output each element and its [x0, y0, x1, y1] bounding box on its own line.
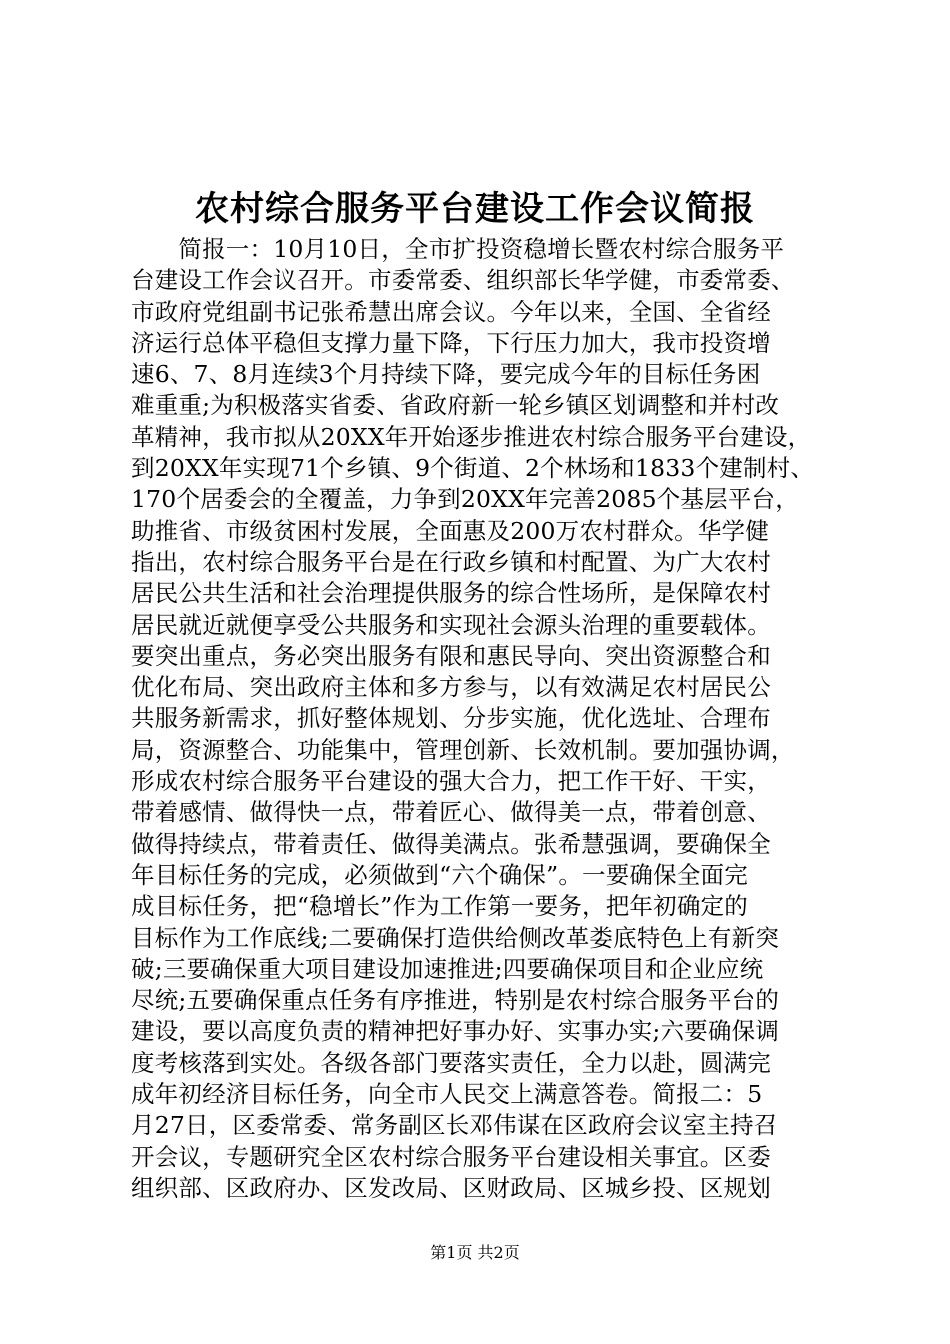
body-line: 到20XX年实现71个乡镇、9个街道、2个林场和1833个建制村、	[131, 454, 815, 483]
body-line: 简报一：10月10日，全市扩投资稳增长暨农村综合服务平	[131, 235, 785, 263]
body-line: 年目标任务的完成，必须做到“六个确保”。一要确保全面完	[131, 860, 748, 889]
body-line: 成目标任务，把“稳增长”作为工作第一要务，把年初确定的	[131, 892, 748, 921]
document-title: 农村综合服务平台建设工作会议简报	[195, 189, 755, 229]
body-line: 建设，要以高度负责的精神把好事办好、实事办实;六要确保调	[131, 1017, 780, 1046]
body-line: 170个居委会的全覆盖，力争到20XX年完善2085个基层平台，	[131, 485, 799, 514]
body-line: 难重重;为积极落实省委、省政府新一轮乡镇区划调整和并村改	[131, 391, 780, 420]
body-line: 速6、7、8月连续3个月持续下降，要完成今年的目标任务困	[131, 360, 761, 389]
body-line: 带着感情、做得快一点，带着匠心、做得美一点，带着创意、	[131, 798, 771, 827]
body-line: 革精神，我市拟从20XX年开始逐步推进农村综合服务平台建设，	[131, 422, 812, 451]
body-line: 优化布局、突出政府主体和多方参与，以有效满足农村居民公	[131, 673, 771, 702]
body-line: 居民公共生活和社会治理提供服务的综合性场所，是保障农村	[131, 579, 771, 608]
body-line: 市政府党组副书记张希慧出席会议。今年以来，全国、全省经	[131, 297, 771, 326]
body-line: 度考核落到实处。各级各部门要落实责任，全力以赴，圆满完	[131, 1048, 771, 1077]
body-line: 目标作为工作底线;二要确保打造供给侧改革娄底特色上有新突	[131, 923, 780, 952]
body-line: 助推省、市级贫困村发展，全面惠及200万农村群众。华学健	[131, 516, 769, 545]
body-line: 指出，农村综合服务平台是在行政乡镇和村配置、为广大农村	[131, 547, 771, 576]
page-number-footer: 第1页 共2页	[430, 1243, 520, 1262]
document-body	[131, 234, 831, 1204]
body-line: 尽统;五要确保重点任务有序推进，特别是农村综合服务平台的	[131, 986, 780, 1015]
body-line: 共服务新需求，抓好整体规划、分步实施，优化选址、合理布	[131, 704, 771, 733]
body-line: 台建设工作会议召开。市委常委、组织部长华学健，市委常委、	[131, 266, 795, 295]
body-line: 济运行总体平稳但支撑力量下降，下行压力加大，我市投资增	[131, 328, 771, 357]
body-line: 月27日，区委常委、常务副区长邓伟谋在区政府会议室主持召	[131, 1111, 778, 1140]
body-line: 破;三要确保重大项目建设加速推进;四要确保项目和企业应统	[131, 954, 764, 983]
body-line: 局，资源整合、功能集中，管理创新、长效机制。要加强协调，	[131, 735, 795, 764]
body-line: 形成农村综合服务平台建设的强大合力，把工作干好、干实，	[131, 767, 771, 796]
body-line: 组织部、区政府办、区发改局、区财政局、区城乡投、区规划	[131, 1173, 771, 1202]
body-line: 做得持续点，带着责任、做得美满点。张希慧强调，要确保全	[131, 829, 771, 858]
body-line: 居民就近就便享受公共服务和实现社会源头治理的重要载体。	[131, 610, 771, 639]
body-line: 成年初经济目标任务，向全市人民交上满意答卷。简报二：5	[131, 1080, 763, 1109]
body-line: 要突出重点，务必突出服务有限和惠民导向、突出资源整合和	[131, 641, 771, 670]
body-line: 开会议，专题研究全区农村综合服务平台建设相关事宜。区委	[131, 1142, 771, 1171]
